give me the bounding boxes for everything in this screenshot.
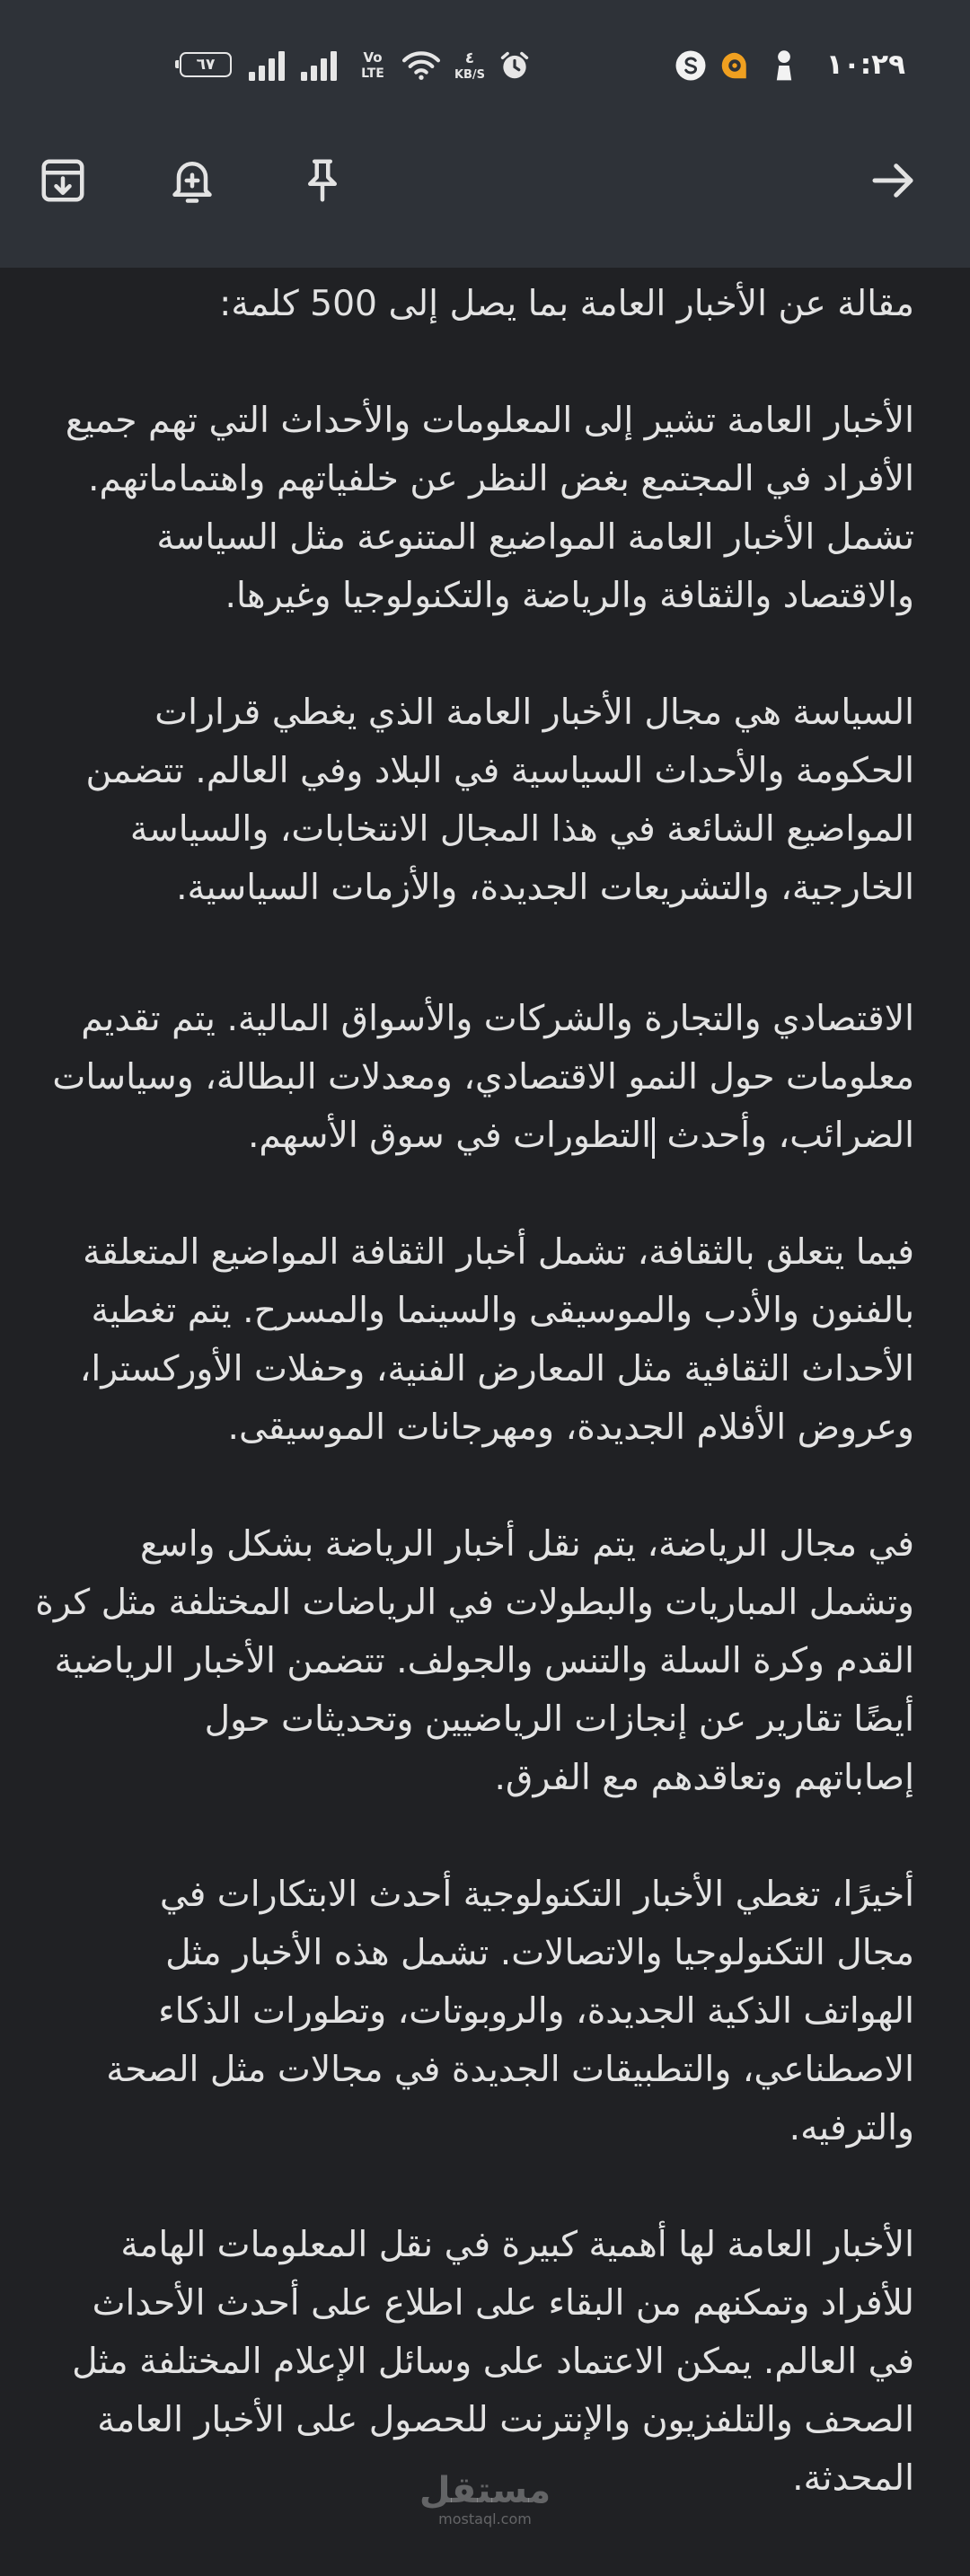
note-paragraph bbox=[22, 1223, 914, 1457]
note-paragraph bbox=[22, 1515, 914, 1807]
note-line: أيضًا تقارير عن إنجازات الرياضيين وتحديثات حول bbox=[204, 1699, 914, 1740]
add-reminder-icon bbox=[165, 154, 219, 207]
alarm-clock-icon bbox=[498, 49, 532, 86]
note-line: وعروض الأفلام الجديدة، ومهرجانات الموسيقى. bbox=[227, 1407, 914, 1448]
note-line: في العالم. يمكن الاعتماد على وسائل الإعلام المختلفة مثل bbox=[72, 2342, 914, 2382]
volte-icon bbox=[354, 48, 392, 84]
archive-icon bbox=[36, 154, 90, 207]
app-header bbox=[0, 0, 970, 268]
network-speed-unit: KB/S bbox=[454, 67, 486, 82]
note-line: المواضيع الشائعة في هذا المجال الانتخابات، والسياسة bbox=[129, 809, 914, 850]
note-line: بالفنون والأدب والموسيقى والسينما والمسرح. يتم تغطية bbox=[91, 1291, 914, 1331]
volte-top-label: Vo bbox=[363, 49, 383, 66]
text-cursor bbox=[652, 1117, 655, 1159]
note-line: الاقتصادي والتجارة والشركات والأسواق المالية. يتم تقديم bbox=[81, 999, 914, 1039]
text-after-cursor: التطورات في سوق الأسهم. bbox=[247, 1116, 651, 1156]
note-line: وتشمل المباريات والبطولات في الرياضات المختلفة مثل كرة bbox=[35, 1583, 914, 1623]
note-line: في مجال الرياضة، يتم نقل أخبار الرياضة بشكل واسع bbox=[140, 1524, 914, 1565]
status-time: ١٠:٢٩ bbox=[825, 49, 905, 81]
battery-level: ٦٧ bbox=[196, 55, 216, 74]
archive-button[interactable] bbox=[20, 137, 106, 224]
note-line: الخارجية، والتشريعات الجديدة، والأزمات السياسية. bbox=[176, 868, 914, 908]
s-app-icon bbox=[675, 49, 707, 85]
note-intro-line: مقالة عن الأخبار العامة بما يصل إلى 500 كلمة: bbox=[219, 284, 914, 324]
text-before-cursor: الضرائب، وأحدث bbox=[656, 1116, 914, 1156]
note-line: مجال التكنولوجيا والاتصالات. تشمل هذه الأخبار مثل bbox=[165, 1933, 914, 1973]
note-line: الهواتف الذكية الجديدة، والروبوتات، وتطورات الذكاء bbox=[158, 1991, 914, 2032]
note-paragraph bbox=[22, 684, 914, 917]
note-line: الأفراد في المجتمع بغض النظر عن خلفياتهم واهتماماتهم. bbox=[88, 459, 914, 499]
back-button[interactable] bbox=[850, 137, 936, 224]
note-line: الصحف والتلفزيون والإنترنت للحصول على الأخبار العامة bbox=[97, 2400, 914, 2440]
note-paragraph bbox=[22, 1866, 914, 2157]
note-line: المحدثة. bbox=[792, 2458, 914, 2499]
network-speed-value: ٤ bbox=[464, 49, 475, 67]
battery-icon bbox=[180, 52, 232, 77]
volte-bottom-label: LTE bbox=[361, 66, 384, 81]
note-body[interactable] bbox=[0, 268, 970, 2566]
network-speed-icon bbox=[447, 47, 492, 84]
note-line: والاقتصاد والثقافة والرياضة والتكنولوجيا وغيرها. bbox=[225, 576, 914, 616]
person-icon bbox=[772, 49, 797, 85]
note-line: السياسة هي مجال الأخبار العامة الذي يغطي قرارات bbox=[154, 693, 914, 733]
note-paragraph bbox=[22, 275, 914, 333]
note-line: الأحداث الثقافية مثل المعارض الفنية، وحفلات الأوركسترا، bbox=[79, 1349, 914, 1389]
watermark-brand: مستقل bbox=[419, 2470, 551, 2511]
note-paragraph bbox=[22, 2216, 914, 2508]
note-line: تشمل الأخبار العامة المواضيع المتنوعة مثل السياسة bbox=[156, 517, 914, 558]
note-line: معلومات حول النمو الاقتصادي، ومعدلات البطالة، وسياسات bbox=[52, 1057, 914, 1098]
note-line: والترفيه. bbox=[789, 2108, 914, 2148]
note-line: الأخبار العامة لها أهمية كبيرة في نقل المعلومات الهامة bbox=[120, 2225, 914, 2265]
note-line: الحكومة والأحداث السياسية في البلاد وفي العالم. تتضمن bbox=[85, 751, 914, 791]
note-paragraph bbox=[22, 392, 914, 625]
signal-bars-icon bbox=[300, 50, 340, 84]
wifi-icon bbox=[401, 49, 442, 85]
note-line: القدم وكرة السلة والتنس والجولف. تتضمن الأخبار الرياضية bbox=[54, 1641, 914, 1681]
chat-bubble-icon bbox=[719, 49, 751, 85]
back-arrow-icon bbox=[866, 154, 920, 207]
note-toolbar bbox=[0, 126, 970, 268]
signal-bars-icon bbox=[248, 50, 287, 84]
note-line: الأخبار العامة تشير إلى المعلومات والأحداث التي تهم جميع bbox=[65, 401, 914, 441]
note-line: إصاباتهم وتعاقدهم مع الفرق. bbox=[494, 1758, 914, 1798]
pin-button[interactable] bbox=[279, 137, 366, 224]
note-paragraph bbox=[22, 990, 914, 1165]
watermark-domain: mostaql.com bbox=[438, 2510, 532, 2527]
note-line: فيما يتعلق بالثقافة، تشمل أخبار الثقافة المواضيع المتعلقة bbox=[83, 1232, 914, 1273]
pin-icon bbox=[295, 154, 349, 207]
note-line: أخيرًا، تغطي الأخبار التكنولوجية أحدث الابتكارات في bbox=[159, 1875, 914, 1915]
status-bar bbox=[0, 0, 970, 126]
add-reminder-button[interactable] bbox=[149, 137, 235, 224]
note-line: الاصطناعي، والتطبيقات الجديدة في مجالات مثل الصحة bbox=[106, 2050, 914, 2090]
note-line-with-cursor bbox=[22, 1107, 914, 1165]
note-line: للأفراد وتمكنهم من البقاء على اطلاع على أحدث الأحداث bbox=[92, 2283, 914, 2324]
